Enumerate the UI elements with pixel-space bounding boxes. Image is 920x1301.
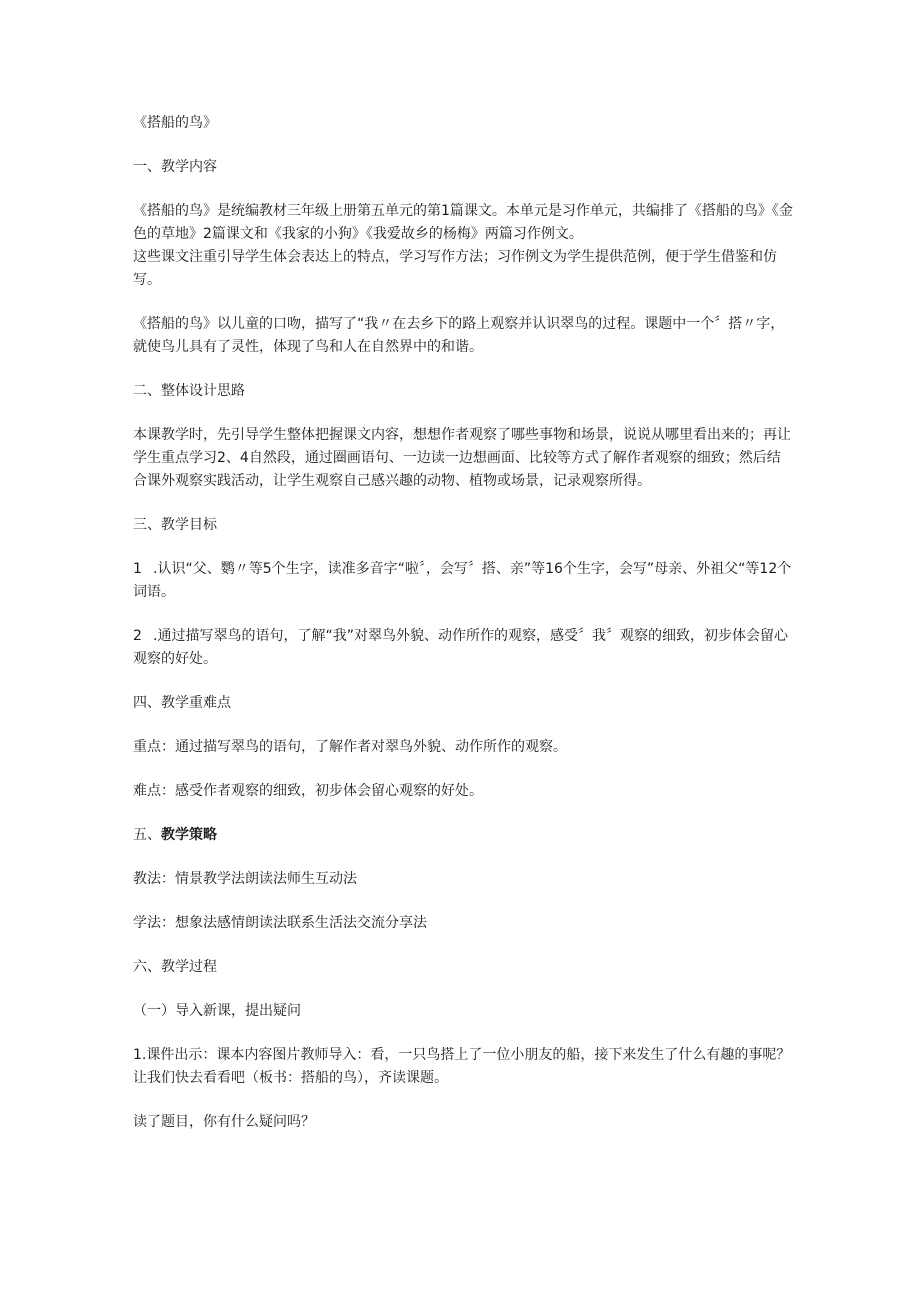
- section-heading-teaching-goals: 三、教学目标: [133, 517, 217, 533]
- goal-item-1: [133, 558, 793, 604]
- paragraph-learning-method: 学法：想象法感情朗读法联系生活法交流分享法: [133, 915, 427, 931]
- goal-item-1-number: 1: [133, 561, 142, 577]
- section-heading-key-points: 四、教学重难点: [133, 695, 231, 711]
- paragraph-question: 读了题目，你有什么疑问吗？: [133, 1114, 315, 1130]
- paragraph-content-summary: 《搭船的鸟》以儿童的口吻，描写了“我〃在去乡下的路上观察并认识翠鸟的过程。课题中一个〞搭〃字，就使鸟儿具有了灵性，体现了鸟和人在自然界中的和谐。: [133, 316, 785, 355]
- paragraph-content-intro: 《搭船的鸟》是统编教材三年级上册第五单元的第1篇课文。本单元是习作单元，共编排了《搭船的鸟》《金色的草地》2篇课文和《我家的小狗》《我爱故乡的杨梅》两篇习作例文。: [133, 203, 793, 242]
- section-heading-design-idea: 二、整体设计思路: [133, 383, 245, 399]
- section-heading-strategy: [133, 824, 793, 847]
- section-heading-process: 六、教学过程: [133, 959, 217, 975]
- section-heading-strategy-title: 教学策略: [161, 827, 217, 843]
- paragraph-courseware: 1.课件出示：课本内容图片教师导入：看，一只鸟搭上了一位小朋友的船，接下来发生了什么有趣的事呢？让我们快去看看吧（板书：搭船的鸟），齐读课题。: [133, 1047, 791, 1086]
- section-heading-strategy-prefix: 五、: [133, 827, 161, 843]
- paragraph-difficult-point: 难点：感受作者观察的细致，初步体会留心观察的好处。: [133, 783, 483, 799]
- goal-item-2: [133, 625, 793, 671]
- goal-item-1-text: .认识“父、鹦〃等5个生字，读准多音字“啦〞，会写〞搭、亲”等16个生字，会写”母亲、外祖父“等12个词语。: [133, 561, 792, 600]
- section-heading-teaching-content: 一、教学内容: [133, 159, 217, 175]
- document-page: [133, 112, 793, 1155]
- paragraph-key-point: 重点：通过描写翠鸟的语句，了解作者对翠鸟外貌、动作所作的观察。: [133, 739, 567, 755]
- goal-item-2-number: 2: [133, 628, 142, 644]
- subheading-intro-lesson: （一）导入新课，提出疑问: [133, 1003, 301, 1019]
- goal-item-2-text: .通过描写翠鸟的语句，了解“我”对翠鸟外貌、动作所作的观察，感受〞我〞观察的细致，初步体会留心观察的好处。: [133, 628, 788, 667]
- paragraph-teaching-method: 教法：情景教学法朗读法师生互动法: [133, 871, 357, 887]
- paragraph-design-idea: 本课教学时，先引导学生整体把握课文内容，想想作者观察了哪些事物和场景，说说从哪里看出来的；再让学生重点学习2、4自然段，通过圈画语句、一边读一边想画面、比较等方式了解作者观察的细致；然后结合课外观察实践活动，让学生观察自己感兴趣的动物、植物或场景，记录观察所得。: [133, 427, 791, 489]
- document-title: 《搭船的鸟》: [133, 115, 217, 131]
- paragraph-content-purpose: 这些课文注重引导学生体会表达上的特点，学习写作方法；习作例文为学生提供范例，便于学生借鉴和仿写。: [133, 249, 777, 288]
